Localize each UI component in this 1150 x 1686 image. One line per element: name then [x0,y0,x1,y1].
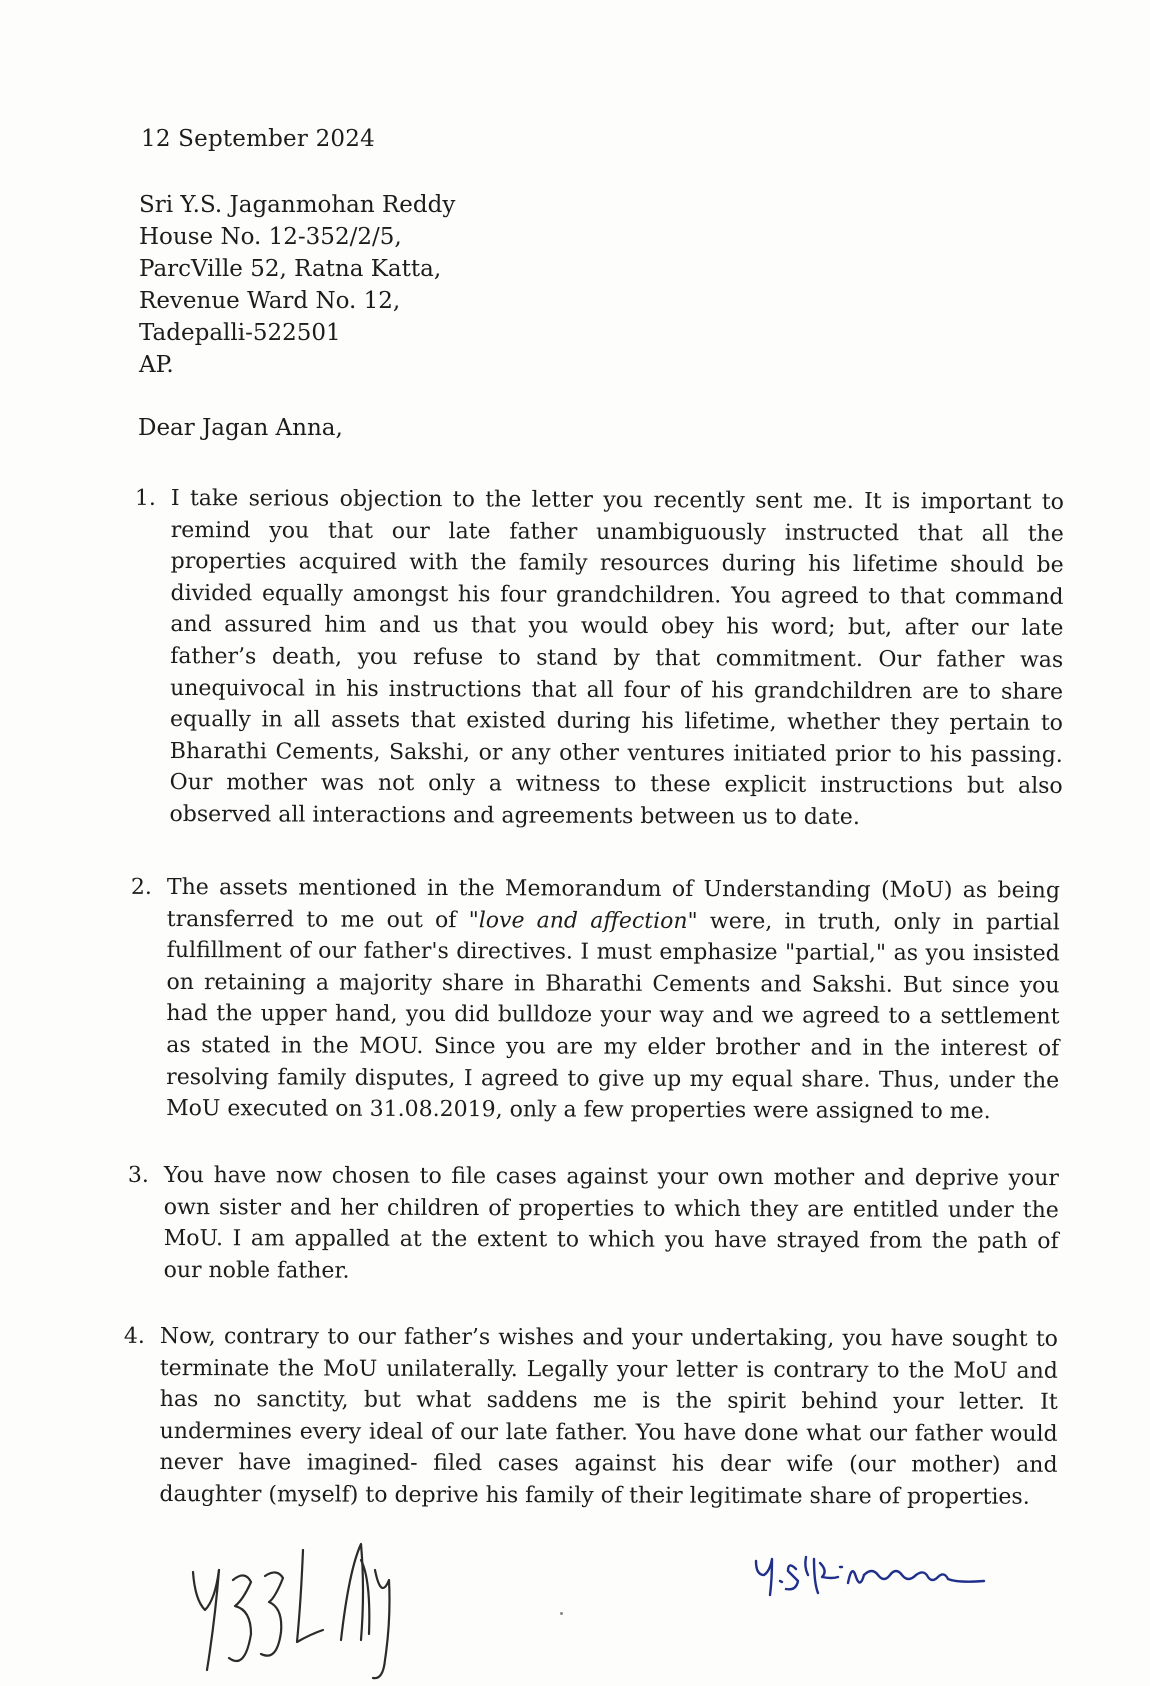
paragraph-text [166,872,1060,1128]
paragraph-3 [127,1160,1059,1289]
recipient-address [139,189,455,381]
paragraph-text: Now, contrary to our father’s wishes and your undertaking, you have sought to terminate the MoU unilaterally. Legally your letter is contrary to the MoU and has no sanctity, but what saddens me is the spirit behind your letter. It undermines every ideal of our late father. You have done what our father would never have imagined- filed cases against his dear wife (our mother) and daughter (myself) to deprive his family of their legitimate share of properties. [159,1324,1058,1510]
paper-speck [560,1612,563,1615]
paragraph-text: You have now chosen to file cases against your own mother and deprive your own sister and her children of properties to which they are entitled under the MoU. I am appalled at the extent to which you have strayed from the path of our noble father. [163,1163,1059,1284]
signature-strokes [193,1544,390,1678]
address-line: ParcVille 52, Ratna Katta, [139,256,442,282]
paragraph-4 [123,1321,1058,1513]
paragraph-number: 4. [123,1323,145,1349]
address-line: AP. [139,352,174,378]
paragraph-text: I take serious objection to the letter you recently sent me. It is important to remind you that our late father unambiguously instructed that all the properties acquired with the family resources during his lifetime should be divided equally amongst his four grandchildren. You agreed to that command and assured him and us that you would obey his word; but, after our late father’s death, you refuse to stand by that commitment. Our father was unequivocal in his instructions that all four of his grandchildren are to share equally in all assets that existed during his lifetime, whether they pertain to Bharathi Cements, Sakshi, or any other ventures initiated prior to his passing. Our mother was not only a witness to these explicit instructions but also observed all interactions and agreements between us to date. [169,485,1064,830]
address-line: Revenue Ward No. 12, [139,288,401,314]
italic-phrase: love and affection [478,907,688,934]
paragraph-number: 3. [127,1162,149,1188]
address-line: Tadepalli-522501 [139,320,341,346]
paragraph-1 [134,483,1064,834]
signature-right [748,1553,998,1603]
paragraph-text-part: " were, in truth, only in partial fulfillment of our father's directives. I must emphasize "partial," as you insisted on retaining a majority share in Bharathi Cements and Sakshi. But since you had the upper hand, you did bulldoze your way and we agreed to a settlement as stated in the MOU. Since you are my elder brother and in the interest of resolving family disputes, I agreed to give up my equal share. Thus, under the MoU executed on 31.08.2019, only a few properties were assigned to me. [166,908,1060,1125]
paragraph-number: 1. [134,485,156,511]
recipient-name: Sri Y.S. Jaganmohan Reddy [139,192,456,218]
paragraph-text-part: The assets mentioned in the Memorandum of Understanding (MoU) as being transferred to me out of " [166,875,1060,933]
signature-strokes [756,1557,984,1595]
paragraph-number: 2. [130,874,152,900]
paragraph-2 [130,872,1060,1128]
letter-date: 12 September 2024 [141,126,375,152]
signature-left [185,1530,445,1680]
salutation: Dear Jagan Anna, [138,415,343,441]
address-line: House No. 12-352/2/5, [139,224,402,250]
